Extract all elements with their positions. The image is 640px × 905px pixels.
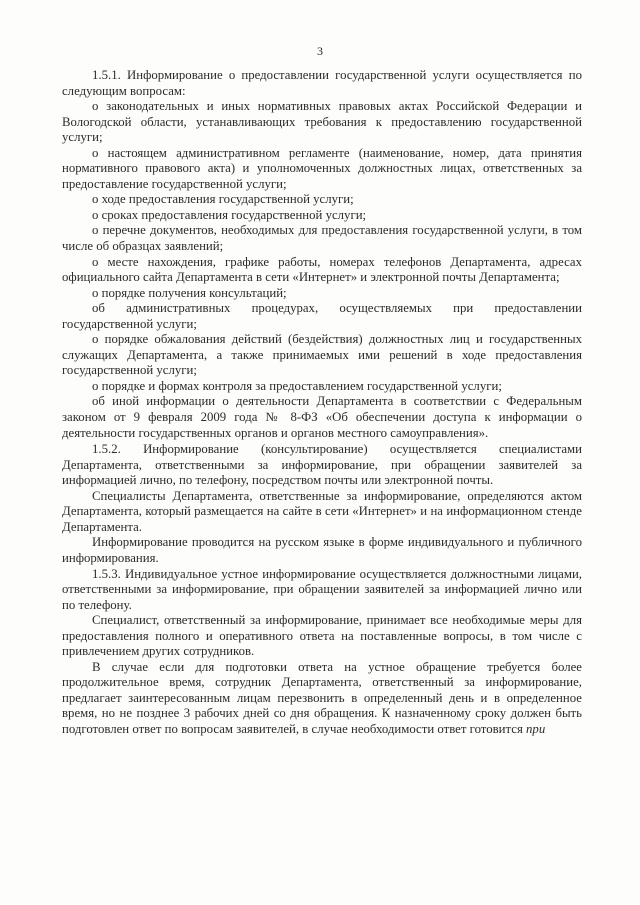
list-item-documents: о перечне документов, необходимых для предоставления государственной услуги, в том числе об образцах заявлений; <box>62 223 582 254</box>
paragraph-1-5-2: 1.5.2. Информирование (консультирование) осуществляется специалистами Департамента, ответственными за информирование, при обращении заявителей за информацией лично, по телефону, посредством почты или электронной почты. <box>62 442 582 488</box>
paragraph-1-5-3: 1.5.3. Индивидуальное устное информирование осуществляется должностными лицами, ответственными за информирование, при обращении заявителей за информацией лично или по телефону. <box>62 566 582 612</box>
paragraph-callback-text: В случае если для подготовки ответа на устное обращение требуется более продолжительное время, сотрудник Департамента, ответственный за информирование, предлагает заинтересованным лицам перезвонить в определенный день и в определенное время, но не позднее 3 рабочих дней со дня обращения. К назначенному сроку должен быть подготовлен ответ по вопросам заявителей, в случае необходимости ответ готовится <box>62 659 582 736</box>
document-body <box>62 68 582 738</box>
paragraph-language: Информирование проводится на русском языке в форме индивидуального и публичного информирования. <box>62 535 582 565</box>
list-item-terms: о сроках предоставления государственной услуги; <box>92 207 367 222</box>
paragraph-1-5-1: 1.5.1. Информирование о предоставлении государственной услуги осуществляется по следующим вопросам: <box>62 68 582 98</box>
list-item-legislation: о законодательных и иных нормативных правовых актах Российской Федерации и Вологодской области, устанавливающих требования к предоставлению государственной услуги; <box>62 99 582 145</box>
list-item-appeals: о порядке обжалования действий (бездействия) должностных лиц и государственных служащих Департамента, а также принимаемых ими решений в ходе предоставления государственной услуги; <box>62 332 582 378</box>
paragraph-specialist-measures: Специалист, ответственный за информирование, принимает все необходимые меры для предоставления полного и оперативного ответа на поставленные вопросы, в том числе с привлечением других сотрудников. <box>62 613 582 659</box>
page-number: 3 <box>317 44 323 58</box>
list-item-procedures: об административных процедурах, осуществляемых при предоставлении государственной услуги; <box>62 301 582 331</box>
list-item-regulation: о настоящем административном регламенте (наименование, номер, дата принятия нормативного правового акта) и уполномоченных должностных лицах, ответственных за предоставление государственной услуги; <box>62 145 582 191</box>
paragraph-specialists: Специалисты Департамента, ответственные за информирование, определяются актом Департамента, который размещается на сайте в сети «Интернет» и на информационном стенде Департамента. <box>62 488 582 534</box>
list-item-consultations: о порядке получения консультаций; <box>92 285 287 300</box>
paragraph-callback-tail: при <box>526 721 546 736</box>
list-item-other-info: об иной информации о деятельности Департамента в соответствии с Федеральным законом от 9 февраля 2009 года № 8-ФЗ «Об обеспечении доступа к информации о деятельности государственных органов и органов местного самоуправления». <box>62 394 582 440</box>
paragraph-callback <box>62 660 582 738</box>
list-item-progress: о ходе предоставления государственной услуги; <box>92 192 354 207</box>
list-item-control: о порядке и формах контроля за предоставлением государственной услуги; <box>92 378 502 393</box>
list-item-location: о месте нахождения, графике работы, номерах телефонов Департамента, адресах официального сайта Департамента в сети «Интернет» и электронной почты Департамента; <box>62 254 582 285</box>
